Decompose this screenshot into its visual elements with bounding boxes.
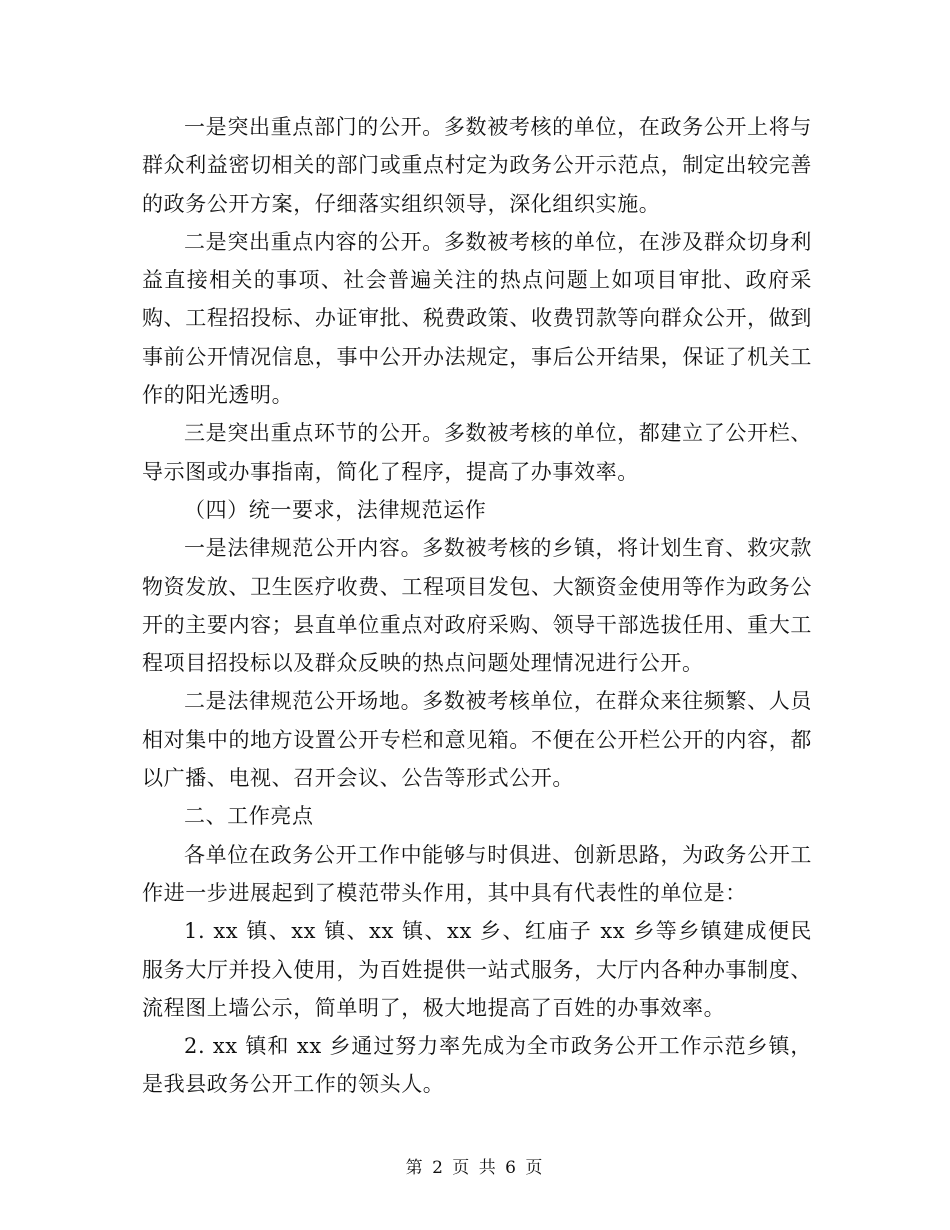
paragraph-highlights-intro: 各单位在政务公开工作中能够与时俱进、创新思路，为政务公开工作进一步进展起到了模范带头作用，其中具有代表性的单位是： [142,842,812,905]
page-number-footer: 第 2 页 共 6 页 [405,1158,545,1178]
paragraph-highlight-1: 1. xx 镇、xx 镇、xx 镇、xx 乡、红庙子 xx 乡等乡镇建成便民服务大厅并投入使用，为百姓提供一站式服务，大厅内各种办事制度、流程图上墙公示，简单明了，极大地提高了百姓的办事效率。 [142,919,812,1020]
paragraph-key-content: 二是突出重点内容的公开。多数被考核的单位，在涉及群众切身利益直接相关的事项、社会普遍关注的热点问题上如项目审批、政府采购、工程招投标、办证审批、税费政策、收费罚款等向群众公开，做到事前公开情况信息，事中公开办法规定，事后公开结果，保证了机关工作的阳光透明。 [142,229,812,408]
section-heading-highlights: 二、工作亮点 [184,804,314,829]
paragraph-legal-venue: 二是法律规范公开场地。多数被考核单位，在群众来往频繁、人员相对集中的地方设置公开专栏和意见箱。不便在公开栏公开的内容，都以广播、电视、召开会议、公告等形式公开。 [142,689,812,791]
paragraph-legal-content: 一是法律规范公开内容。多数被考核的乡镇，将计划生育、救灾款物资发放、卫生医疗收费、工程项目发包、大额资金使用等作为政务公开的主要内容；县直单位重点对政府采购、领导干部选拔任用、重大工程项目招投标以及群众反映的热点问题处理情况进行公开。 [142,536,812,676]
document-body [142,108,812,1104]
section-heading-unified-requirements: （四）统一要求，法律规范运作 [184,497,487,522]
paragraph-key-links: 三是突出重点环节的公开。多数被考核的单位，都建立了公开栏、导示图或办事指南，简化了程序，提高了办事效率。 [142,421,812,484]
paragraph-highlight-2: 2. xx 镇和 xx 乡通过努力率先成为全市政务公开工作示范乡镇，是我县政务公开工作的领头人。 [142,1034,812,1097]
paragraph-key-departments: 一是突出重点部门的公开。多数被考核的单位，在政务公开上将与群众利益密切相关的部门或重点村定为政务公开示范点，制定出较完善的政务公开方案，仔细落实组织领导，深化组织实施。 [142,115,812,216]
